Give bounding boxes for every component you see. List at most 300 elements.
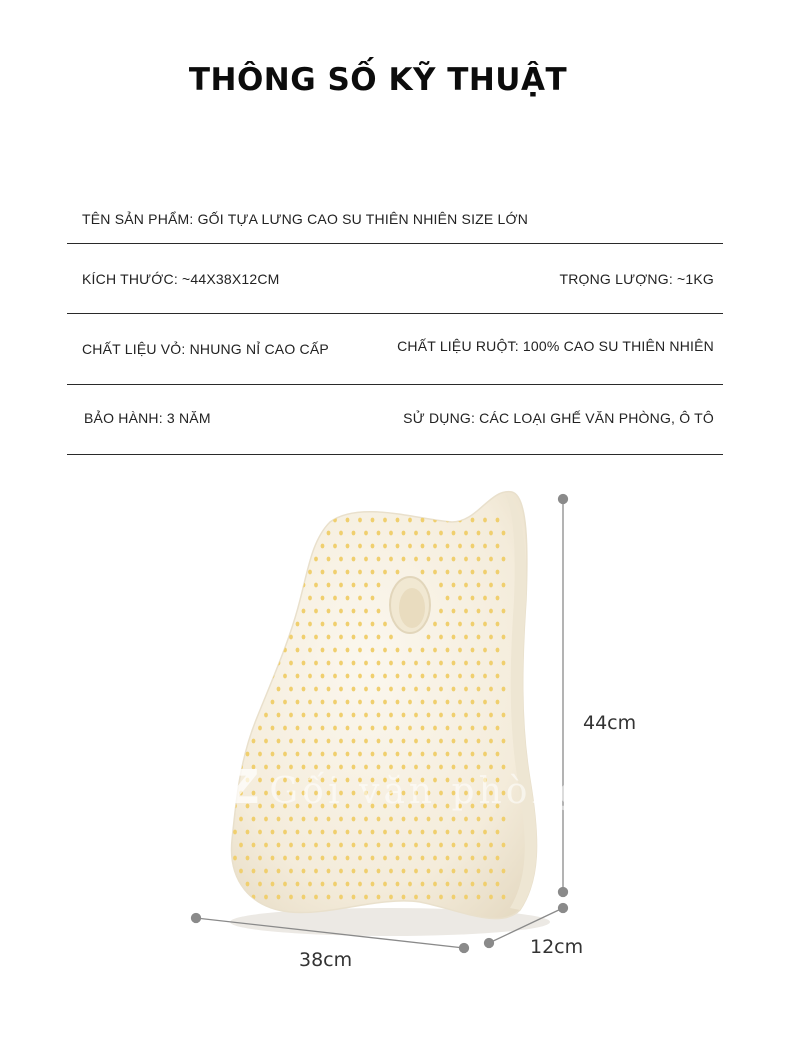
ventilation-hole <box>464 869 468 874</box>
ventilation-hole <box>258 622 262 627</box>
ventilation-hole <box>277 869 281 874</box>
ventilation-hole <box>271 570 275 575</box>
ventilation-hole <box>364 687 368 692</box>
ventilation-hole <box>377 531 381 536</box>
ventilation-hole <box>502 739 506 744</box>
ventilation-hole <box>446 882 450 887</box>
ventilation-hole <box>414 661 418 666</box>
ventilation-hole <box>358 570 362 575</box>
ventilation-hole <box>308 570 312 575</box>
ventilation-hole <box>439 557 443 562</box>
ventilation-hole <box>283 752 287 757</box>
ventilation-hole <box>446 830 450 835</box>
ventilation-hole <box>289 843 293 848</box>
ventilation-hole <box>396 674 400 679</box>
width-label: 38cm <box>299 949 353 971</box>
ventilation-hole <box>483 518 487 523</box>
ventilation-hole <box>471 622 475 627</box>
ventilation-hole <box>471 570 475 575</box>
ventilation-hole <box>339 817 343 822</box>
ventilation-hole <box>258 518 262 523</box>
ventilation-hole <box>358 596 362 601</box>
ventilation-hole <box>277 609 281 614</box>
ventilation-hole <box>283 596 287 601</box>
ventilation-hole <box>377 817 381 822</box>
ventilation-hole <box>389 739 393 744</box>
ventilation-hole <box>252 635 256 640</box>
ventilation-hole <box>252 687 256 692</box>
ventilation-hole <box>471 596 475 601</box>
ventilation-hole <box>289 635 293 640</box>
ventilation-hole <box>477 609 481 614</box>
spec-row-size-weight <box>67 244 723 314</box>
ventilation-hole <box>277 557 281 562</box>
ventilation-hole <box>271 752 275 757</box>
ventilation-hole <box>283 856 287 861</box>
ventilation-hole <box>471 544 475 549</box>
ventilation-hole <box>483 726 487 731</box>
ventilation-hole <box>252 583 256 588</box>
ventilation-hole <box>402 895 406 900</box>
ventilation-hole <box>408 882 412 887</box>
ventilation-hole <box>314 635 318 640</box>
ventilation-hole <box>352 635 356 640</box>
pillow-body <box>232 492 537 919</box>
ventilation-hole <box>302 817 306 822</box>
ventilation-hole <box>333 648 337 653</box>
ventilation-hole <box>477 713 481 718</box>
ventilation-hole <box>477 661 481 666</box>
ventilation-hole <box>396 518 400 523</box>
ventilation-hole <box>289 531 293 536</box>
ventilation-hole <box>433 544 437 549</box>
ventilation-hole <box>289 609 293 614</box>
ventilation-hole <box>471 856 475 861</box>
ventilation-hole <box>352 869 356 874</box>
spec-weight: TRỌNG LƯỢNG: ~1KG <box>559 270 714 287</box>
ventilation-hole <box>271 518 275 523</box>
ventilation-hole <box>264 583 268 588</box>
ventilation-hole <box>364 713 368 718</box>
ventilation-hole <box>271 882 275 887</box>
ventilation-hole <box>308 674 312 679</box>
ventilation-hole <box>464 583 468 588</box>
ventilation-hole <box>358 700 362 705</box>
ventilation-hole <box>314 687 318 692</box>
ventilation-hole <box>333 622 337 627</box>
ventilation-hole <box>302 713 306 718</box>
ventilation-hole <box>377 557 381 562</box>
ventilation-hole <box>458 674 462 679</box>
spec-row-warranty-usage <box>67 385 723 455</box>
ventilation-hole <box>464 817 468 822</box>
ventilation-hole <box>246 700 250 705</box>
ventilation-hole <box>321 830 325 835</box>
ventilation-hole <box>339 609 343 614</box>
ventilation-hole <box>308 544 312 549</box>
ventilation-hole <box>264 557 268 562</box>
ventilation-hole <box>258 752 262 757</box>
ventilation-hole <box>271 700 275 705</box>
ventilation-hole <box>283 674 287 679</box>
ventilation-hole <box>258 700 262 705</box>
ventilation-hole <box>389 713 393 718</box>
ventilation-hole <box>233 544 237 549</box>
ventilation-hole <box>496 674 500 679</box>
ventilation-hole <box>239 557 243 562</box>
ventilation-hole <box>452 531 456 536</box>
ventilation-hole <box>396 544 400 549</box>
ventilation-hole <box>471 518 475 523</box>
ventilation-hole <box>289 895 293 900</box>
ventilation-hole <box>364 609 368 614</box>
ventilation-hole <box>289 739 293 744</box>
ventilation-hole <box>483 830 487 835</box>
ventilation-hole <box>277 817 281 822</box>
ventilation-hole <box>396 882 400 887</box>
ventilation-hole <box>289 687 293 692</box>
ventilation-hole <box>258 726 262 731</box>
ventilation-hole <box>302 661 306 666</box>
ventilation-hole <box>502 661 506 666</box>
ventilation-hole <box>358 752 362 757</box>
ventilation-hole <box>452 635 456 640</box>
ventilation-hole <box>239 531 243 536</box>
spec-cover-material: CHẤT LIỆU VỎ: NHUNG NỈ CAO CẤP <box>82 341 329 357</box>
ventilation-hole <box>289 713 293 718</box>
ventilation-hole <box>427 531 431 536</box>
ventilation-hole <box>302 557 306 562</box>
ventilation-hole <box>464 843 468 848</box>
ventilation-hole <box>308 726 312 731</box>
ventilation-hole <box>352 843 356 848</box>
ventilation-hole <box>458 596 462 601</box>
ventilation-hole <box>446 544 450 549</box>
ventilation-hole <box>402 843 406 848</box>
ventilation-hole <box>346 830 350 835</box>
pillow-center-hole-inner <box>399 588 425 628</box>
ventilation-hole <box>346 596 350 601</box>
ventilation-hole <box>352 713 356 718</box>
ventilation-hole <box>458 648 462 653</box>
ventilation-hole <box>371 544 375 549</box>
ventilation-hole <box>439 687 443 692</box>
ventilation-hole <box>471 882 475 887</box>
width-dimension-left-dot <box>192 914 201 923</box>
ventilation-hole <box>289 583 293 588</box>
ventilation-hole <box>308 830 312 835</box>
spec-usage: SỬ DỤNG: CÁC LOẠI GHẾ VĂN PHÒNG, Ô TÔ <box>403 409 714 426</box>
ventilation-hole <box>246 726 250 731</box>
ventilation-hole <box>277 635 281 640</box>
ventilation-hole <box>271 726 275 731</box>
ventilation-hole <box>389 869 393 874</box>
ventilation-hole <box>439 609 443 614</box>
ventilation-hole <box>321 596 325 601</box>
ventilation-hole <box>427 843 431 848</box>
ventilation-hole <box>364 817 368 822</box>
ventilation-hole <box>352 583 356 588</box>
ventilation-hole <box>496 648 500 653</box>
ventilation-hole <box>389 817 393 822</box>
ventilation-hole <box>264 739 268 744</box>
ventilation-hole <box>283 830 287 835</box>
ventilation-hole <box>346 570 350 575</box>
ventilation-hole <box>458 856 462 861</box>
ventilation-hole <box>396 700 400 705</box>
ventilation-hole <box>346 544 350 549</box>
ventilation-hole <box>471 752 475 757</box>
ventilation-hole <box>477 583 481 588</box>
ventilation-hole <box>421 648 425 653</box>
ventilation-hole <box>358 856 362 861</box>
ventilation-hole <box>277 531 281 536</box>
ventilation-hole <box>233 622 237 627</box>
ventilation-hole <box>302 687 306 692</box>
ventilation-hole <box>371 726 375 731</box>
ventilation-hole <box>396 726 400 731</box>
ventilation-hole <box>496 830 500 835</box>
ventilation-hole <box>346 856 350 861</box>
ventilation-hole <box>408 648 412 653</box>
ventilation-hole <box>339 661 343 666</box>
ventilation-hole <box>352 895 356 900</box>
ventilation-hole <box>471 674 475 679</box>
ventilation-hole <box>502 557 506 562</box>
ventilation-hole <box>233 596 237 601</box>
ventilation-hole <box>477 531 481 536</box>
ventilation-hole <box>489 583 493 588</box>
page-title: THÔNG SỐ KỸ THUẬT <box>188 62 568 98</box>
ventilation-hole <box>496 700 500 705</box>
ventilation-hole <box>358 648 362 653</box>
ventilation-hole <box>283 882 287 887</box>
ventilation-hole <box>371 596 375 601</box>
ventilation-hole <box>377 739 381 744</box>
ventilation-hole <box>439 895 443 900</box>
ventilation-hole <box>446 726 450 731</box>
ventilation-hole <box>402 531 406 536</box>
ventilation-hole <box>258 856 262 861</box>
ventilation-hole <box>502 635 506 640</box>
ventilation-hole <box>302 895 306 900</box>
ventilation-hole <box>264 895 268 900</box>
ventilation-hole <box>352 739 356 744</box>
ventilation-hole <box>296 752 300 757</box>
ventilation-hole <box>464 739 468 744</box>
ventilation-hole <box>402 557 406 562</box>
ventilation-hole <box>358 882 362 887</box>
ventilation-hole <box>233 726 237 731</box>
ventilation-hole <box>258 882 262 887</box>
ventilation-hole <box>308 596 312 601</box>
ventilation-hole <box>364 661 368 666</box>
ventilation-hole <box>377 895 381 900</box>
ventilation-hole <box>239 609 243 614</box>
ventilation-hole <box>446 622 450 627</box>
ventilation-hole <box>489 557 493 562</box>
ventilation-hole <box>258 570 262 575</box>
ventilation-hole <box>277 895 281 900</box>
ventilation-hole <box>446 570 450 575</box>
ventilation-hole <box>458 570 462 575</box>
ventilation-hole <box>246 544 250 549</box>
ventilation-hole <box>408 830 412 835</box>
ventilation-hole <box>496 518 500 523</box>
ventilation-hole <box>296 596 300 601</box>
ventilation-hole <box>252 557 256 562</box>
ventilation-hole <box>246 856 250 861</box>
ventilation-hole <box>389 661 393 666</box>
ventilation-hole <box>308 882 312 887</box>
ventilation-hole <box>233 674 237 679</box>
ventilation-hole <box>258 674 262 679</box>
ventilation-hole <box>477 635 481 640</box>
ventilation-hole <box>339 843 343 848</box>
ventilation-hole <box>321 570 325 575</box>
ventilation-hole <box>314 557 318 562</box>
watermark-text: Gối văn phòng <box>269 771 586 812</box>
ventilation-hole <box>477 557 481 562</box>
ventilation-hole <box>352 557 356 562</box>
ventilation-hole <box>421 570 425 575</box>
ventilation-hole <box>489 635 493 640</box>
ventilation-hole <box>483 622 487 627</box>
ventilation-hole <box>264 843 268 848</box>
ventilation-hole <box>327 583 331 588</box>
ventilation-hole <box>271 856 275 861</box>
ventilation-hole <box>327 557 331 562</box>
ventilation-hole <box>383 700 387 705</box>
ventilation-hole <box>396 648 400 653</box>
ventilation-hole <box>377 661 381 666</box>
ventilation-hole <box>252 713 256 718</box>
ventilation-hole <box>458 752 462 757</box>
ventilation-hole <box>433 856 437 861</box>
ventilation-hole <box>321 544 325 549</box>
ventilation-hole <box>383 648 387 653</box>
ventilation-hole <box>371 518 375 523</box>
ventilation-hole <box>439 739 443 744</box>
ventilation-hole <box>246 752 250 757</box>
ventilation-hole <box>283 700 287 705</box>
ventilation-hole <box>377 713 381 718</box>
ventilation-hole <box>321 648 325 653</box>
ventilation-hole <box>496 544 500 549</box>
ventilation-hole <box>277 843 281 848</box>
ventilation-hole <box>427 739 431 744</box>
ventilation-hole <box>396 570 400 575</box>
ventilation-hole <box>271 596 275 601</box>
ventilation-hole <box>252 869 256 874</box>
ventilation-hole <box>402 869 406 874</box>
ventilation-hole <box>389 557 393 562</box>
ventilation-hole <box>233 752 237 757</box>
ventilation-hole <box>346 622 350 627</box>
ventilation-hole <box>239 739 243 744</box>
ventilation-hole <box>252 531 256 536</box>
ventilation-hole <box>339 583 343 588</box>
ventilation-hole <box>421 544 425 549</box>
depth-dimension-back-dot <box>559 904 568 913</box>
ventilation-hole <box>246 622 250 627</box>
ventilation-hole <box>371 570 375 575</box>
ventilation-hole <box>433 570 437 575</box>
ventilation-hole <box>483 674 487 679</box>
ventilation-hole <box>452 895 456 900</box>
ventilation-hole <box>296 726 300 731</box>
ventilation-hole <box>446 700 450 705</box>
ventilation-hole <box>252 661 256 666</box>
ventilation-hole <box>427 869 431 874</box>
ventilation-hole <box>296 648 300 653</box>
ventilation-hole <box>358 726 362 731</box>
pillow-illustration <box>0 460 790 1048</box>
height-dimension-top-dot <box>559 495 568 504</box>
ventilation-hole <box>283 544 287 549</box>
ventilation-hole <box>408 726 412 731</box>
ventilation-hole <box>439 583 443 588</box>
ventilation-hole <box>321 856 325 861</box>
ventilation-hole <box>352 687 356 692</box>
ventilation-hole <box>458 830 462 835</box>
ventilation-hole <box>321 752 325 757</box>
ventilation-hole <box>502 687 506 692</box>
ventilation-hole <box>264 869 268 874</box>
ventilation-hole <box>496 596 500 601</box>
ventilation-hole <box>233 518 237 523</box>
ventilation-hole <box>452 687 456 692</box>
ventilation-hole <box>464 557 468 562</box>
ventilation-hole <box>477 869 481 874</box>
ventilation-hole <box>252 739 256 744</box>
ventilation-hole <box>352 609 356 614</box>
ventilation-hole <box>371 674 375 679</box>
ventilation-hole <box>483 700 487 705</box>
ventilation-hole <box>246 830 250 835</box>
ventilation-hole <box>246 882 250 887</box>
ventilation-hole <box>502 609 506 614</box>
watermark-logo-mark: Z <box>226 760 264 814</box>
ventilation-hole <box>414 531 418 536</box>
ventilation-hole <box>439 713 443 718</box>
ventilation-hole <box>427 895 431 900</box>
ventilation-hole <box>233 830 237 835</box>
ventilation-hole <box>358 830 362 835</box>
ventilation-hole <box>308 648 312 653</box>
watermark <box>226 760 586 814</box>
ventilation-hole <box>339 687 343 692</box>
ventilation-hole <box>364 895 368 900</box>
ventilation-hole <box>433 648 437 653</box>
ventilation-hole <box>289 557 293 562</box>
ventilation-hole <box>364 531 368 536</box>
ventilation-hole <box>496 856 500 861</box>
ventilation-hole <box>502 817 506 822</box>
ventilation-hole <box>483 648 487 653</box>
ventilation-hole <box>439 635 443 640</box>
ventilation-hole <box>446 648 450 653</box>
ventilation-hole <box>283 518 287 523</box>
ventilation-hole <box>333 596 337 601</box>
ventilation-hole <box>364 557 368 562</box>
ventilation-hole <box>371 830 375 835</box>
ventilation-hole <box>277 739 281 744</box>
ventilation-hole <box>502 713 506 718</box>
ventilation-hole <box>252 609 256 614</box>
ventilation-hole <box>396 856 400 861</box>
ventilation-hole <box>383 726 387 731</box>
